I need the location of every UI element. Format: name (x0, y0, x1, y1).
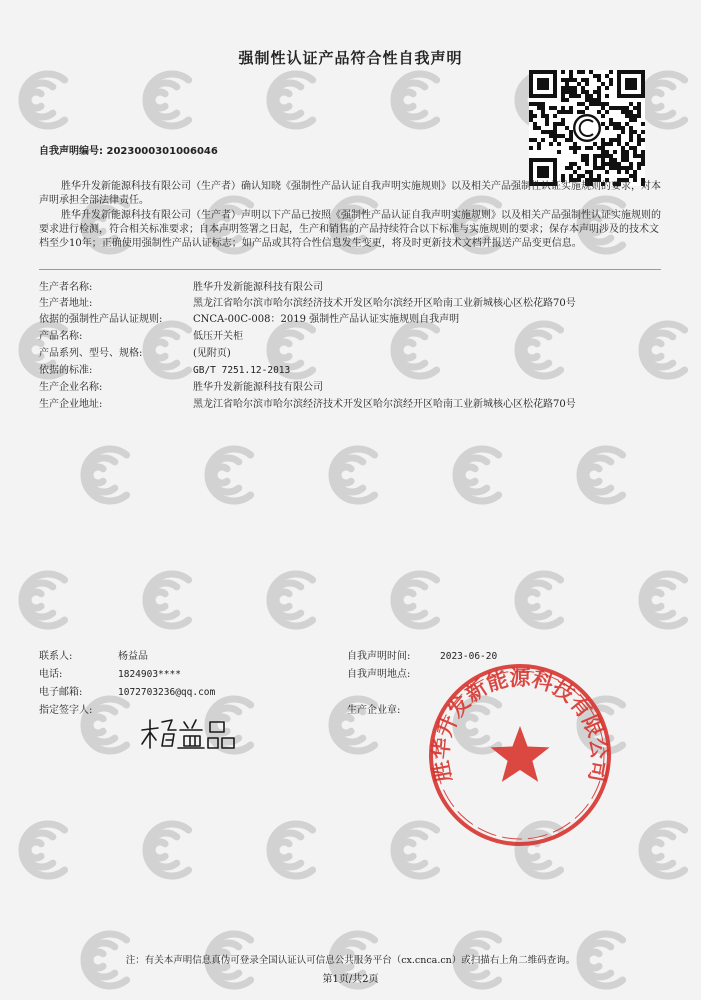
ccc-watermark-icon (208, 449, 251, 501)
ccc-watermark-icon (22, 824, 65, 876)
ccc-watermark-icon (146, 324, 189, 376)
phone-value: 1824903**** (118, 669, 181, 680)
field-value: 低压开关柜 (193, 331, 243, 342)
field-label: 依据的强制性产品认证规则: (39, 314, 163, 325)
handwritten-signature (138, 708, 238, 754)
ccc-watermark-icon (22, 574, 65, 626)
field-label: 依据的标准: (39, 365, 93, 376)
field-value: 黑龙江省哈尔滨市哈尔滨经济技术开发区哈尔滨经开区哈南工业新城核心区松花路70号 (193, 298, 576, 309)
field-label: 产品名称: (39, 331, 83, 342)
ccc-watermark-icon (580, 449, 623, 501)
ccc-watermark-icon (84, 449, 127, 501)
field-value: (见附页) (193, 348, 231, 359)
field-label: 生产者名称: (39, 282, 93, 293)
email-label: 电子邮箱: (39, 687, 83, 698)
document-title: 强制性认证产品符合性自我声明 (238, 49, 463, 67)
ccc-watermark-icon (270, 824, 313, 876)
qr-code-icon[interactable] (529, 70, 645, 186)
ccc-watermark-icon (642, 574, 685, 626)
ccc-watermark-icon (456, 449, 499, 501)
declaration-number-label: 自我声明编号: (39, 146, 103, 157)
ccc-watermark-icon (394, 574, 437, 626)
paragraph-declaration: 胜华升发新能源科技有限公司（生产者）声明以下产品已按照《强制性产品认证自我声明实施规则》以及相关产品强制性认证实施规则的要求进行检测，符合相关标准要求；自本声明签署之日起，生产和销售的产品持续符合以下标准与实施规则的要求；保存本声明涉及的技术文档至少10年；正确使用强制性产品认证标志；如产品或其符合性信息发生变更，将及时更新技术文档并报送产品变更信息。 (39, 210, 661, 249)
declaration-number-value: 2023000301006046 (106, 146, 218, 157)
ccc-watermark-icon (146, 574, 189, 626)
declaration-time-value: 2023-06-20 (440, 651, 498, 662)
field-value: GB/T 7251.12-2013 (193, 365, 291, 376)
signatory-label: 指定签字人: (39, 705, 93, 716)
footnote: 注：有关本声明信息真伪可登录全国认证认可信息公共服务平台（cx.cnca.cn）或扫描右上角二维码查询。 (125, 955, 576, 966)
ccc-watermark-icon (270, 74, 313, 126)
declaration-time-label: 自我声明时间: (347, 651, 411, 662)
contact-person-value: 杨益品 (118, 651, 148, 662)
ccc-watermark-icon (394, 324, 437, 376)
field-label: 产品系列、型号、规格: (39, 348, 143, 359)
ccc-watermark-icon (146, 74, 189, 126)
contact-person-label: 联系人: (39, 651, 73, 662)
ccc-watermark-icon (642, 74, 685, 126)
ccc-watermark-icon (642, 324, 685, 376)
paragraph-acknowledgement: 胜华升发新能源科技有限公司（生产者）确认知晓《强制性产品认证自我声明实施规则》以及相关产品强制性认证实施规则的要求，对本声明承担全部法律责任。 (39, 181, 661, 206)
field-label: 生产企业名称: (39, 382, 103, 393)
field-value: 胜华升发新能源科技有限公司 (193, 382, 323, 393)
email-value: 1072703236@qq.com (118, 687, 216, 698)
field-value: 黑龙江省哈尔滨市哈尔滨经济技术开发区哈尔滨经开区哈南工业新城核心区松花路70号 (193, 399, 576, 410)
phone-label: 电话: (39, 669, 63, 680)
field-value: CNCA-00C-008：2019 强制性产品认证实施规则自我声明 (193, 314, 460, 325)
ccc-watermark-icon (22, 74, 65, 126)
field-value: 胜华升发新能源科技有限公司 (193, 282, 323, 293)
ccc-watermark-icon (146, 824, 189, 876)
field-label: 生产企业地址: (39, 399, 103, 410)
ccc-watermark-icon (394, 74, 437, 126)
divider (39, 269, 661, 270)
seal-star-icon (491, 726, 550, 782)
declaration-place-label: 自我声明地点: (347, 669, 411, 680)
company-seal-label: 生产企业章: (347, 705, 401, 716)
ccc-watermark-icon (518, 574, 561, 626)
declaration-number (39, 142, 218, 157)
ccc-watermark-icon (642, 824, 685, 876)
seal-text: 胜华升发新能源科技有限公司 (427, 665, 613, 785)
ccc-watermark-icon (518, 324, 561, 376)
ccc-watermark-icon (332, 449, 375, 501)
ccc-watermark-icon (270, 574, 313, 626)
field-label: 生产者地址: (39, 298, 93, 309)
page-number: 第1页/共2页 (322, 974, 379, 985)
company-seal-stamp (425, 660, 615, 850)
